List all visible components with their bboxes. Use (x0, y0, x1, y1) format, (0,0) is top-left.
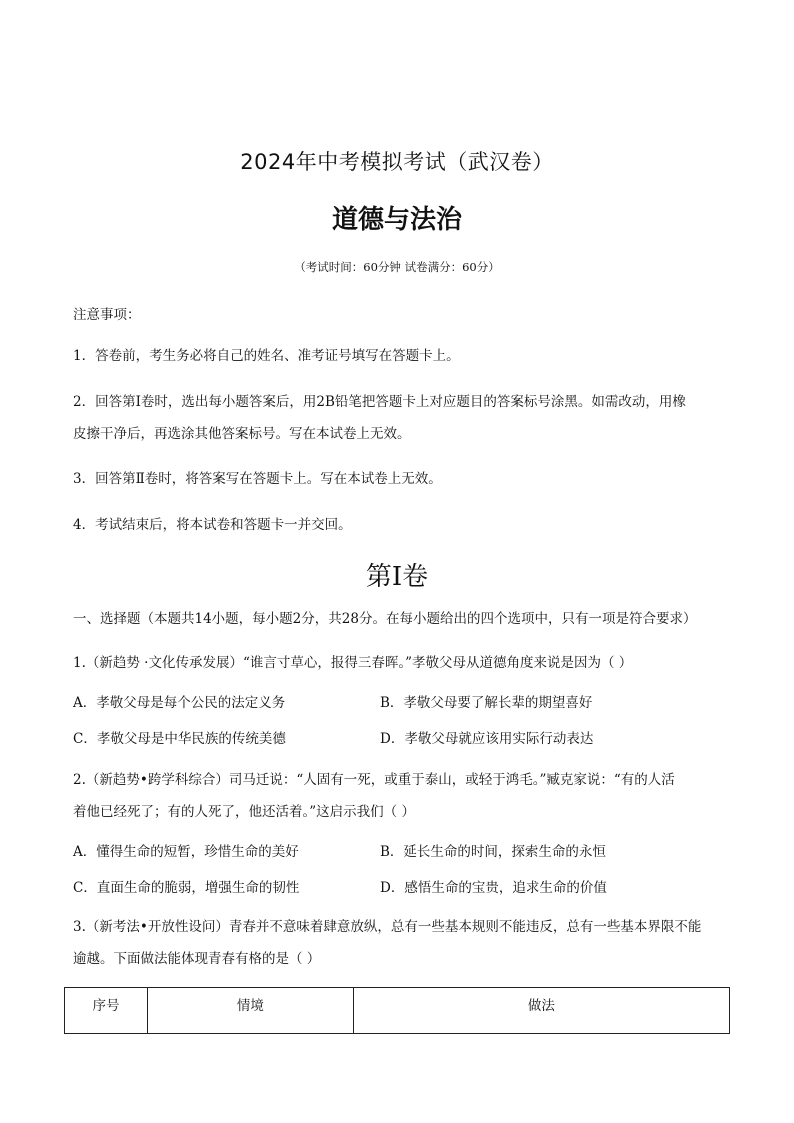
question-3-table (64, 987, 730, 1034)
volume-title: 第Ⅰ卷 (365, 562, 429, 592)
question-2-option-d: D．感悟生命的宝贵，追求生命的价值 (380, 880, 607, 896)
exam-title: 2024年中考模拟考试（武汉卷） (240, 150, 554, 174)
table-header-practice: 做法 (353, 988, 729, 1034)
question-1-option-b: B．孝敬父母要了解长辈的期望喜好 (380, 695, 593, 711)
question-2-option-c: C．直面生命的脆弱，增强生命的韧性 (73, 880, 300, 896)
exam-info: （考试时间：60分钟 试卷满分：60分） (294, 260, 500, 274)
note-item-1: 1．答卷前，考生务必将自己的姓名、准考证号填写在答题卡上。 (73, 348, 460, 364)
table-header-row (65, 988, 730, 1034)
note-item-3: 3．回答第Ⅱ卷时，将答案写在答题卡上。写在本试卷上无效。 (73, 471, 442, 487)
question-2-stem-line-1: 2.（新趋势•跨学科综合）司马迁说：“人固有一死，或重于泰山，或轻于鸿毛。”臧克家说：“有的人活 (73, 772, 675, 788)
note-item-4: 4．考试结束后，将本试卷和答题卡一并交回。 (73, 517, 352, 533)
question-1-stem: 1.（新趋势 ·文化传承发展）“谁言寸草心，报得三春晖。”孝敬父母从道德角度来说是因为（ ） (73, 655, 633, 671)
question-2-option-a: A．懂得生命的短暂，珍惜生命的美好 (73, 844, 299, 860)
section-heading: 一、选择题（本题共14小题，每小题2分，共28分。在每小题给出的四个选项中，只有一项是符合要求） (73, 611, 697, 627)
question-1-option-c: C．孝敬父母是中华民族的传统美德 (73, 731, 286, 747)
question-1-option-d: D．孝敬父母就应该用实际行动表达 (380, 731, 594, 747)
subject-title: 道德与法治 (331, 205, 462, 235)
note-item-2-line-1: 2．回答第Ⅰ卷时，选出每小题答案后，用2B铅笔把答题卡上对应题目的答案标号涂黑。如需改动，用橡 (73, 394, 686, 410)
question-3-stem-line-2: 逾越。下面做法能体现青春有格的是（ ） (73, 951, 321, 967)
question-3-stem-line-1: 3.（新考法•开放性设问）青春并不意味着肆意放纵，总有一些基本规则不能违反，总有一些基本界限不能 (73, 919, 702, 935)
question-2-stem-line-2: 着他已经死了；有的人死了，他还活着。”这启示我们（ ） (73, 804, 415, 820)
table-header-situation: 情境 (147, 988, 353, 1034)
note-item-2-line-2: 皮擦干净后，再选涂其他答案标号。写在本试卷上无效。 (73, 426, 411, 442)
notes-title: 注意事项： (73, 307, 141, 323)
question-2-option-b: B．延长生命的时间，探索生命的永恒 (380, 844, 606, 860)
question-1-option-a: A．孝敬父母是每个公民的法定义务 (73, 695, 286, 711)
table-header-number: 序号 (65, 988, 148, 1034)
